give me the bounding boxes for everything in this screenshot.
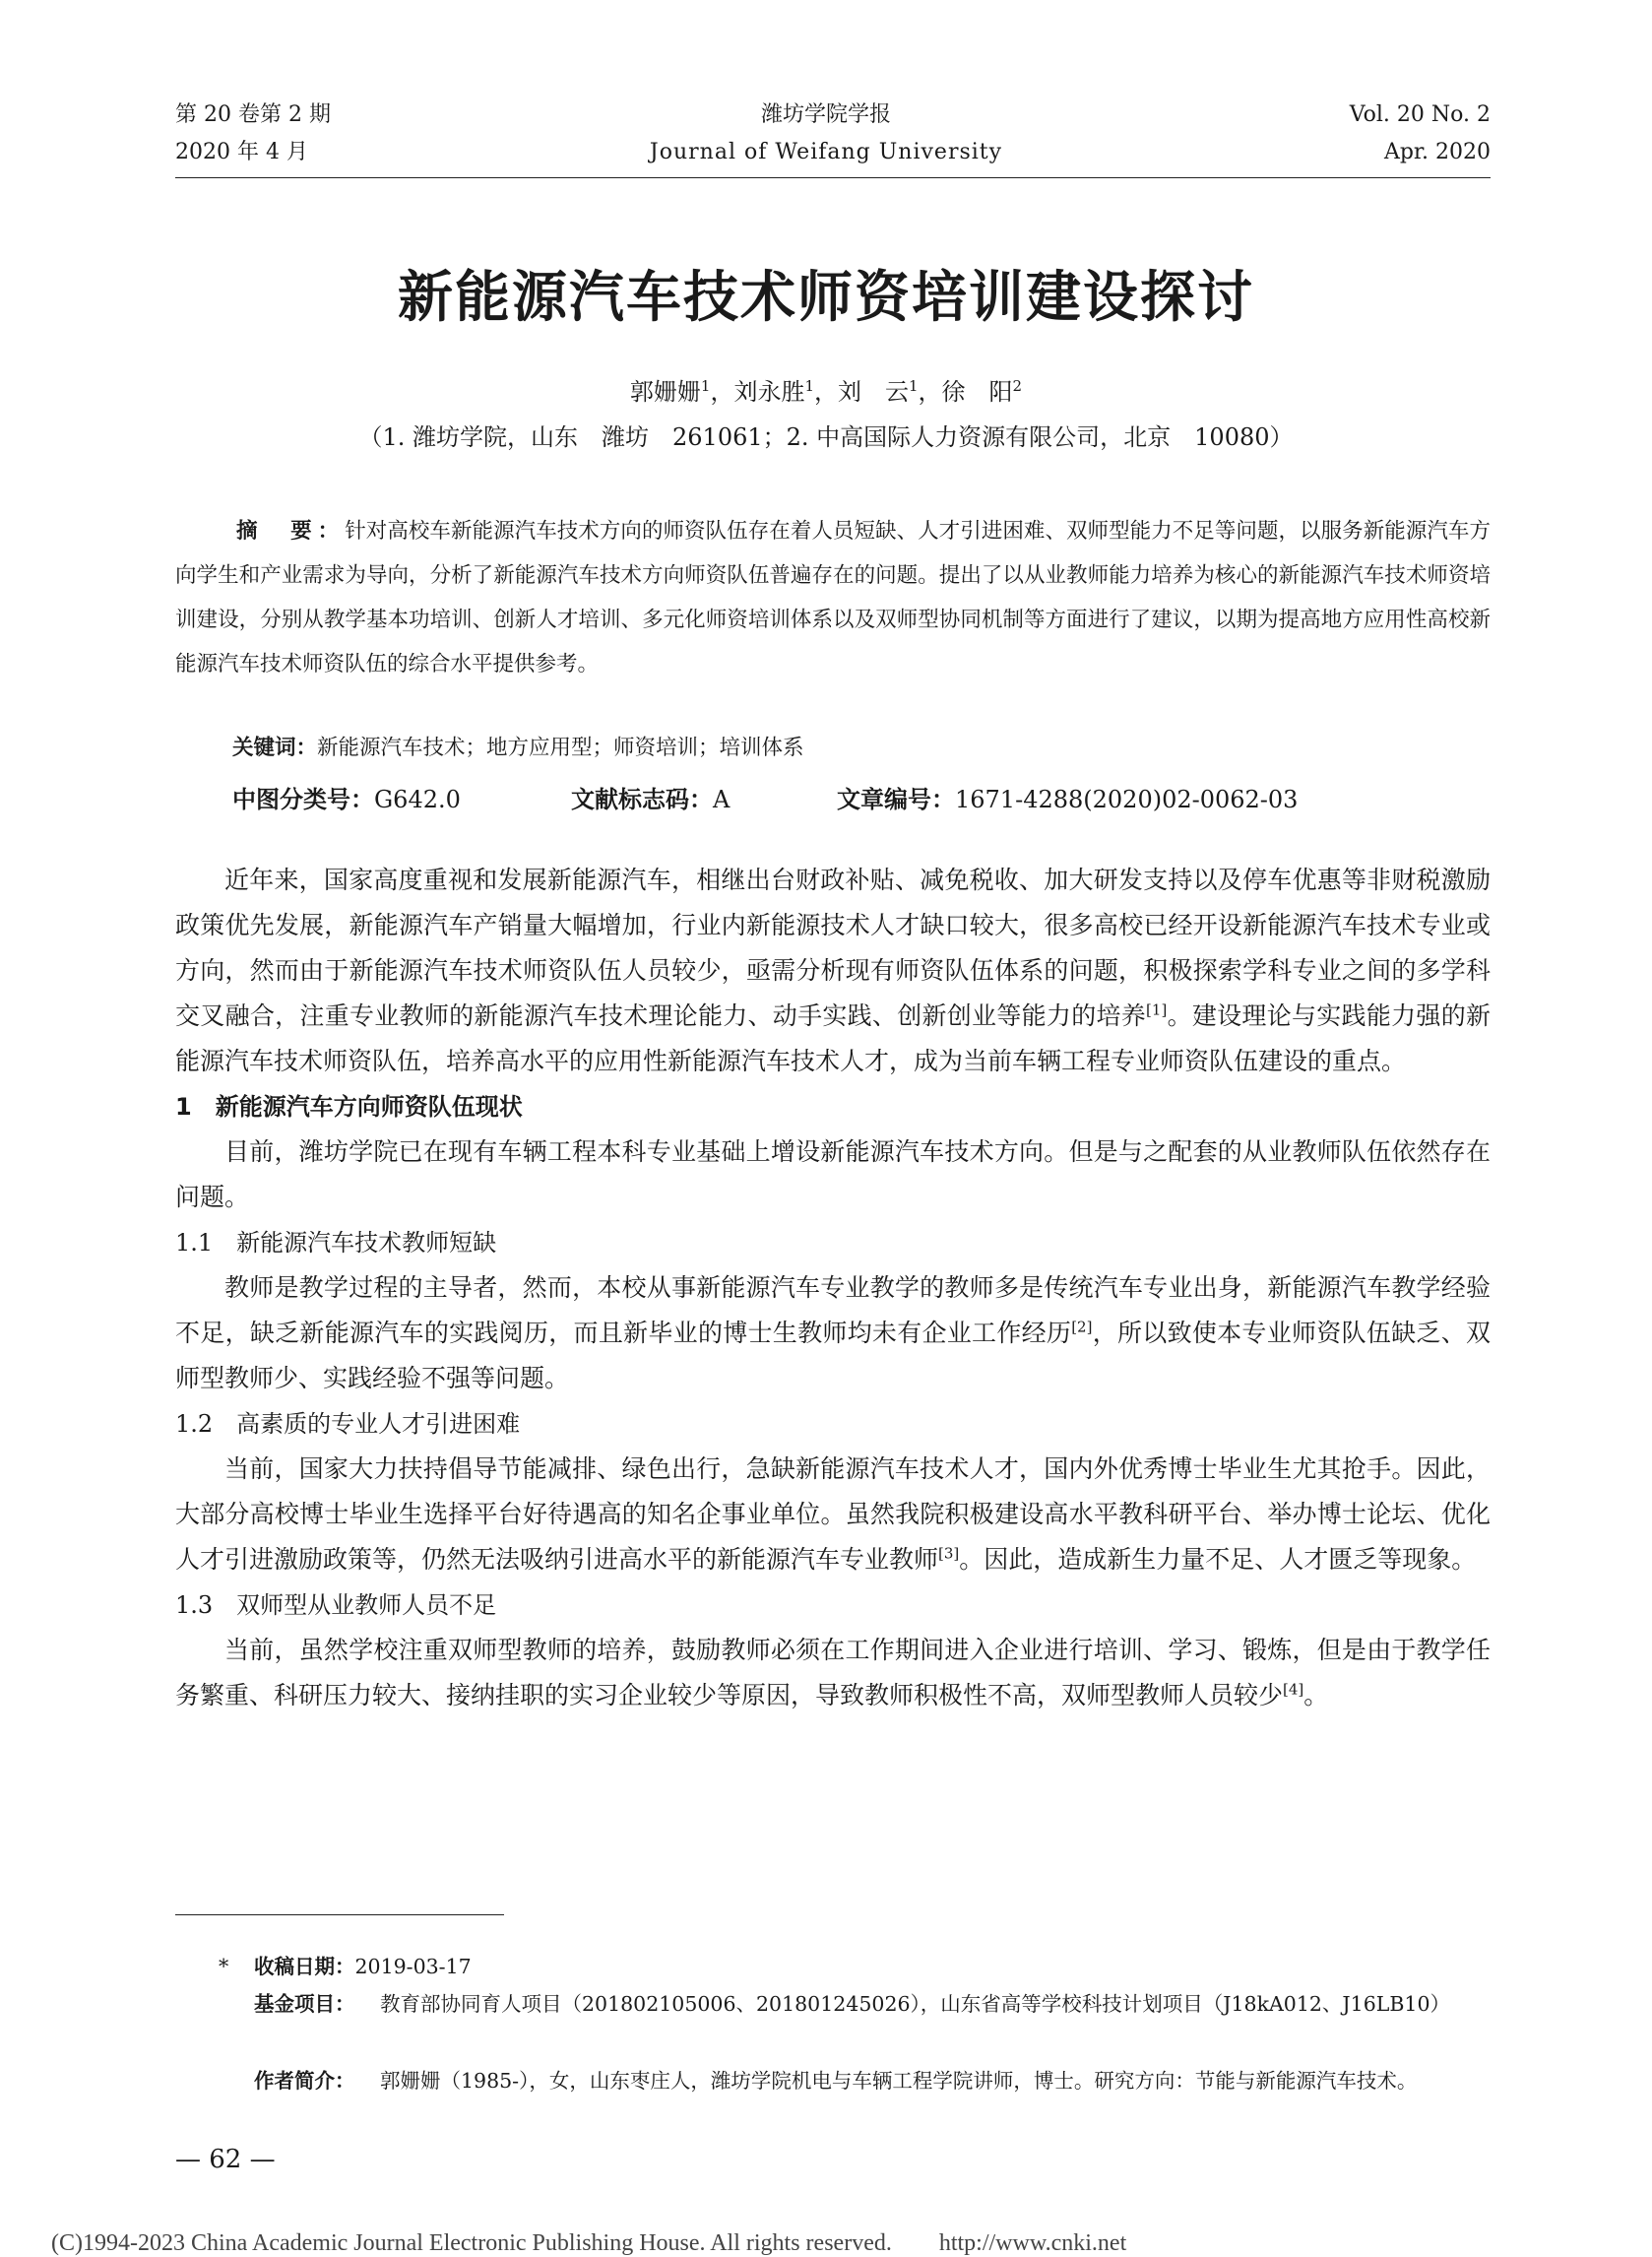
section-paragraph: 目前，潍坊学院已在现有车辆工程本科专业基础上增设新能源汽车技术方向。但是与之配套的从业教师队伍依然存在问题。 <box>175 1137 1491 1211</box>
abstract <box>175 509 1491 686</box>
page-number: — 62 — <box>175 2145 276 2174</box>
author-affil-marker: 1 <box>804 377 814 395</box>
author-name: 刘永胜 <box>733 378 805 406</box>
abstract-label: 摘 要： <box>236 519 346 544</box>
intro-paragraph: 近年来，国家高度重视和发展新能源汽车，相继出台财政补贴、减免税收、加大研发支持以及停车优惠等非财税激励政策优先发展，新能源汽车产销量大幅增加，行业内新能源技术人才缺口较大，很多高校已经开设新能源汽车技术专业或方向，然而由于新能源汽车技术师资队伍人员较少，亟需分析现有师资队伍体系的问题，积极探索学科专业之间的多学科交叉融合，注重专业教师的新能源汽车技术理论能力、动手实践、创新创业等能力的培养[1]。建设理论与实践能力强的新能源汽车技术师资队伍，培养高水平的应用性新能源汽车技术人才，成为当前车辆工程专业师资队伍建设的重点。 <box>175 866 1491 1075</box>
abstract-text: 针对高校车新能源汽车技术方向的师资队伍存在着人员短缺、人才引进困难、双师型能力不足等问题，以服务新能源汽车方向学生和产业需求为导向，分析了新能源汽车技术方向师资队伍普遍存在的问题。提出了以从业教师能力培养为核心的新能源汽车技术师资培训建设，分别从教学基本功培训、创新人才培训、多元化师资培训体系以及双师型协同机制等方面进行了建议，以期为提高地方应用性高校新能源汽车技术师资队伍的综合水平提供参考。 <box>175 519 1491 677</box>
author-bio-label: 作者简介： <box>254 2069 355 2093</box>
author-affil-marker: 2 <box>1012 377 1023 395</box>
footnote-star: * <box>219 1955 229 1978</box>
section-paragraph: 当前，虽然学校注重双师型教师的培养，鼓励教师必须在工作期间进入企业进行培训、学习、锻炼，但是由于教学任务繁重、科研压力较大、接纳挂职的实习企业较少等原因，导致教师积极性不高，双师型教师人员较少[4]。 <box>175 1636 1491 1709</box>
keywords-text: 新能源汽车技术；地方应用型；师资培训；培训体系 <box>317 736 804 760</box>
subsection-heading: 1.3 双师型从业教师人员不足 <box>175 1591 497 1619</box>
citation-ref: [4] <box>1283 1680 1304 1699</box>
main-text <box>175 858 1491 1718</box>
paper-title: 新能源汽车技术师资培训建设探讨 <box>398 266 1254 330</box>
clc-value: G642.0 <box>374 786 461 813</box>
received-date: 2019-03-17 <box>354 1955 472 1978</box>
footnote-fund <box>254 1985 1494 2023</box>
section-paragraph: 教师是教学过程的主导者，然而，本校从事新能源汽车专业教学的教师多是传统汽车专业出身，新能源汽车教学经验不足，缺乏新能源汽车的实践阅历，而且新毕业的博士生教师均未有企业工作经历[2]，所以致使本专业师资队伍缺乏、双师型教师少、实践经验不强等问题。 <box>175 1273 1491 1392</box>
section-heading: 1 新能源汽车方向师资队伍现状 <box>175 1093 523 1121</box>
citation-ref: [1] <box>1146 1000 1168 1019</box>
journal-name-en: Journal of Weifang University <box>649 140 1003 164</box>
clc-label: 中图分类号： <box>232 786 374 813</box>
header-volume: 第 20 卷第 2 期 <box>175 102 331 127</box>
author-affil-marker: 1 <box>700 377 711 395</box>
keywords-label: 关键词： <box>232 736 318 760</box>
footnote-author <box>254 2062 1494 2099</box>
copyright-notice: (C)1994-2023 China Academic Journal Electronic Publishing House. All rights reserved. http://www.cnki.net <box>51 2230 1127 2256</box>
fund-label: 基金项目： <box>254 1992 355 2016</box>
author-name: 刘 云 <box>838 378 909 406</box>
subsection-heading: 1.2 高素质的专业人才引进困难 <box>175 1410 521 1438</box>
author-name: 徐 阳 <box>941 378 1013 406</box>
author-bio-value: 郭姗姗（1985-），女，山东枣庄人，潍坊学院机电与车辆工程学院讲师，博士。研究方向：节能与新能源汽车技术。 <box>380 2069 1418 2093</box>
header-date: 2020 年 4 月 <box>175 140 308 164</box>
footnote-rule <box>175 1914 504 1915</box>
author-list: 郭姗姗$^1$，刘永胜$^1$，刘 云$^1$，徐 阳$^2$ <box>629 377 1023 406</box>
header-rule <box>175 177 1491 178</box>
citation-ref: [3] <box>938 1544 960 1563</box>
author-affil-marker: 1 <box>909 377 919 395</box>
fund-value: 教育部协同育人项目（201802105006、201801245026），山东省高等学校科技计划项目（J18kA012、J16LB10） <box>380 1992 1450 2016</box>
citation-ref: [2] <box>1071 1318 1093 1336</box>
footnote-received <box>254 1948 472 1985</box>
keywords <box>232 731 804 761</box>
affiliations: （1. 潍坊学院，山东 潍坊 261061；2. 中高国际人力资源有限公司，北京 10080） <box>358 423 1294 451</box>
classification-line <box>232 780 1512 814</box>
author-name: 郭姗姗 <box>629 378 701 406</box>
received-label: 收稿日期： <box>254 1955 355 1978</box>
article-no-label: 文章编号： <box>837 786 955 813</box>
journal-name-cn: 潍坊学院学报 <box>760 102 891 127</box>
header-date-en: Apr. 2020 <box>1383 140 1491 164</box>
section-paragraph: 当前，国家大力扶持倡导节能减排、绿色出行，急缺新能源汽车技术人才，国内外优秀博士毕业生尤其抢手。因此，大部分高校博士毕业生选择平台好待遇高的知名企事业单位。虽然我院积极建设高水平教科研平台、举办博士论坛、优化人才引进激励政策等，仍然无法吸纳引进高水平的新能源汽车专业教师[3]。因此，造成新生力量不足、人才匮乏等现象。 <box>175 1454 1491 1574</box>
header-volume-en: Vol. 20 No. 2 <box>1349 102 1491 127</box>
subsection-heading: 1.1 新能源汽车技术教师短缺 <box>175 1229 497 1257</box>
doc-code-value: A <box>713 786 731 813</box>
article-no-value: 1671-4288(2020)02-0062-03 <box>955 786 1299 813</box>
doc-code-label: 文献标志码： <box>571 786 713 813</box>
